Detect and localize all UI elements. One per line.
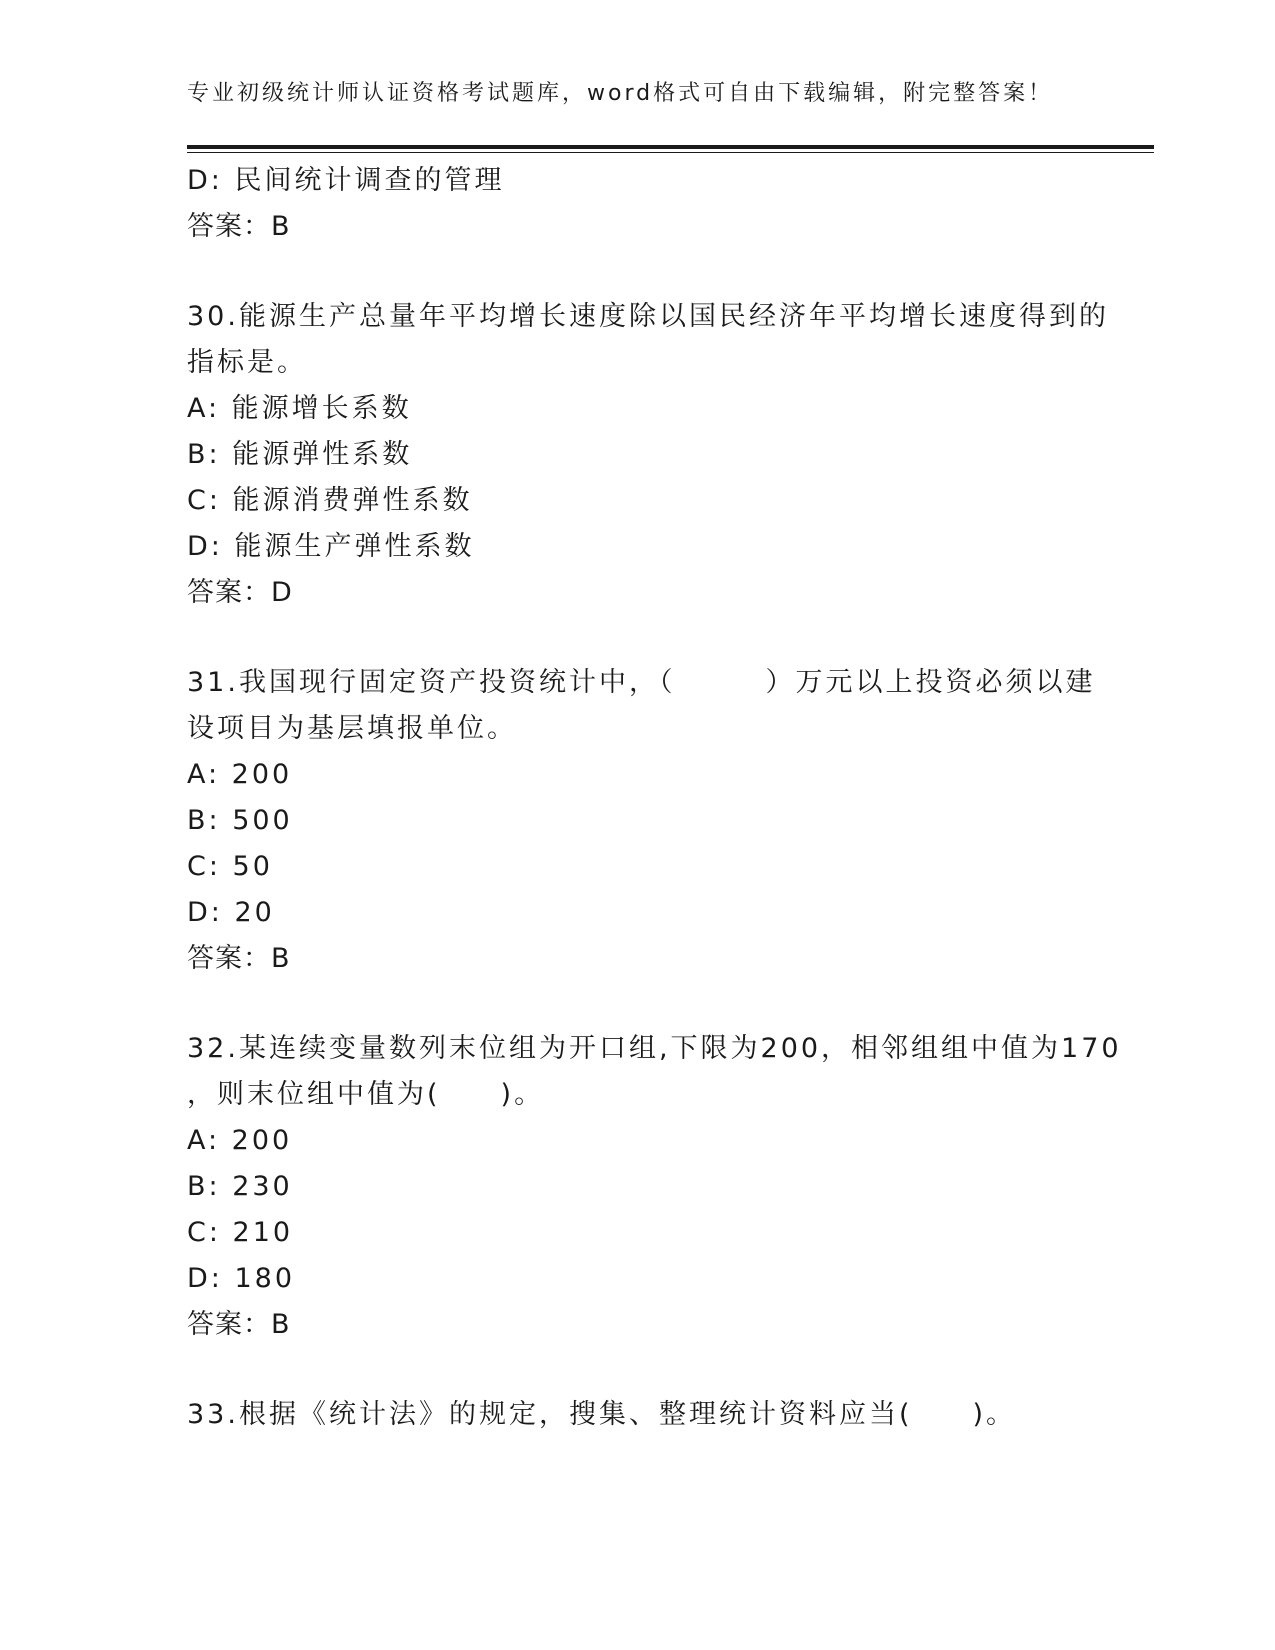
option-d: D: 180 — [187, 1263, 296, 1294]
option-a: A: 200 — [187, 759, 293, 790]
question-text: 31.我国现行固定资产投资统计中，（ ）万元以上投资必须以建 — [187, 667, 1096, 698]
question-text: 33.根据《统计法》的规定，搜集、整理统计资料应当( )。 — [187, 1399, 1017, 1430]
question-33 — [187, 1392, 1087, 1438]
question-31 — [187, 660, 1096, 982]
header-rule-thin — [187, 152, 1154, 153]
option-b: B: 能源弹性系数 — [187, 439, 413, 470]
header-rule-thick — [187, 145, 1154, 149]
option-b: B: 500 — [187, 805, 293, 836]
answer: 答案：B — [187, 1309, 291, 1340]
option-a: A: 能源增长系数 — [187, 393, 412, 424]
question-list — [187, 158, 1122, 1438]
page-header: 专业初级统计师认证资格考试题库，word格式可自由下载编辑，附完整答案！ — [187, 81, 1054, 106]
option-d: D: 能源生产弹性系数 — [187, 531, 475, 562]
option-a: A: 200 — [187, 1125, 293, 1156]
question-30 — [187, 294, 1109, 616]
option-d: D: 20 — [187, 897, 275, 928]
question-32 — [187, 1026, 1122, 1348]
question-text-cont: 设项目为基层填报单位。 — [187, 713, 517, 744]
option-c: C: 能源消费弹性系数 — [187, 485, 473, 516]
question-text-cont: 指标是。 — [187, 347, 307, 378]
question-text: 32.某连续变量数列末位组为开口组,下限为200，相邻组组中值为170 — [187, 1033, 1122, 1064]
option-b: B: 230 — [187, 1171, 293, 1202]
answer: 答案：B — [187, 211, 291, 242]
answer: 答案：B — [187, 943, 291, 974]
question-text: 30.能源生产总量年平均增长速度除以国民经济年平均增长速度得到的 — [187, 301, 1109, 332]
option-c: C: 50 — [187, 851, 273, 882]
question-text-cont: ，则末位组中值为( )。 — [187, 1079, 545, 1110]
answer: 答案：D — [187, 577, 293, 608]
option-c: C: 210 — [187, 1217, 294, 1248]
option-d: D: 民间统计调查的管理 — [187, 165, 505, 196]
